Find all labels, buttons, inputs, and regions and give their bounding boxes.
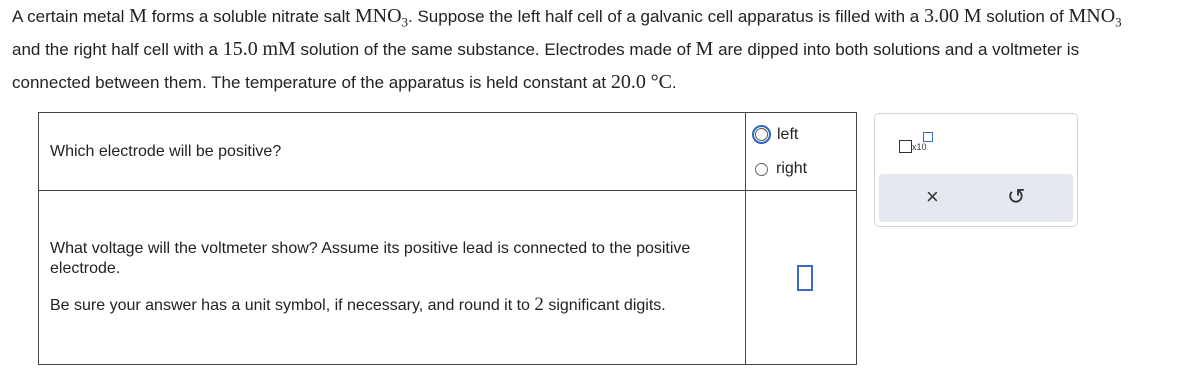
option-right-label: right [776,160,808,177]
mantissa-box-icon [899,140,912,153]
question-row-voltage [39,191,857,365]
question-row-electrode [39,113,857,191]
question-2 [39,191,746,365]
electrode-choice [746,113,857,191]
problem-statement [12,0,1192,99]
question-1-text: Which electrode will be positive? [39,113,746,191]
undo-icon[interactable]: ↺ [1007,184,1026,209]
radio-right[interactable] [755,163,768,176]
option-left-label: left [777,125,799,143]
prompt-line-3: connected between them. The temperature of the apparatus is held constant at 20.0 °C. [12,71,677,93]
option-left[interactable] [755,125,856,144]
voltage-answer-input[interactable] [797,265,813,291]
x10-label: x10 [912,142,927,152]
voltage-answer-cell [746,191,857,365]
question-table [38,112,857,365]
clear-icon[interactable]: × [926,184,939,209]
prompt-line-2: and the right half cell with a 15.0 mM solution of the same substance. Electrodes made of M are dipped into both solutions and a voltmeter is [12,38,1080,60]
prompt-line-1: A certain metal M forms a soluble nitrate salt $MNO_3$. Suppose the left half cell of a galvanic cell apparatus is filled with a 3.00 M solution of $MNO_3$ [12,5,1122,30]
question-2-text: What voltage will the voltmeter show? Assume its positive lead is connected to the positive electrode. [50,240,691,277]
option-right[interactable] [755,160,856,178]
exponent-box-icon [923,132,933,142]
toolbar-actions [879,174,1073,222]
radio-left[interactable] [752,125,771,144]
scientific-notation-button[interactable] [899,130,939,156]
math-toolbar [874,113,1078,227]
question-2-hint: Be sure your answer has a unit symbol, if necessary, and round it to 2 significant digits. [50,294,666,315]
